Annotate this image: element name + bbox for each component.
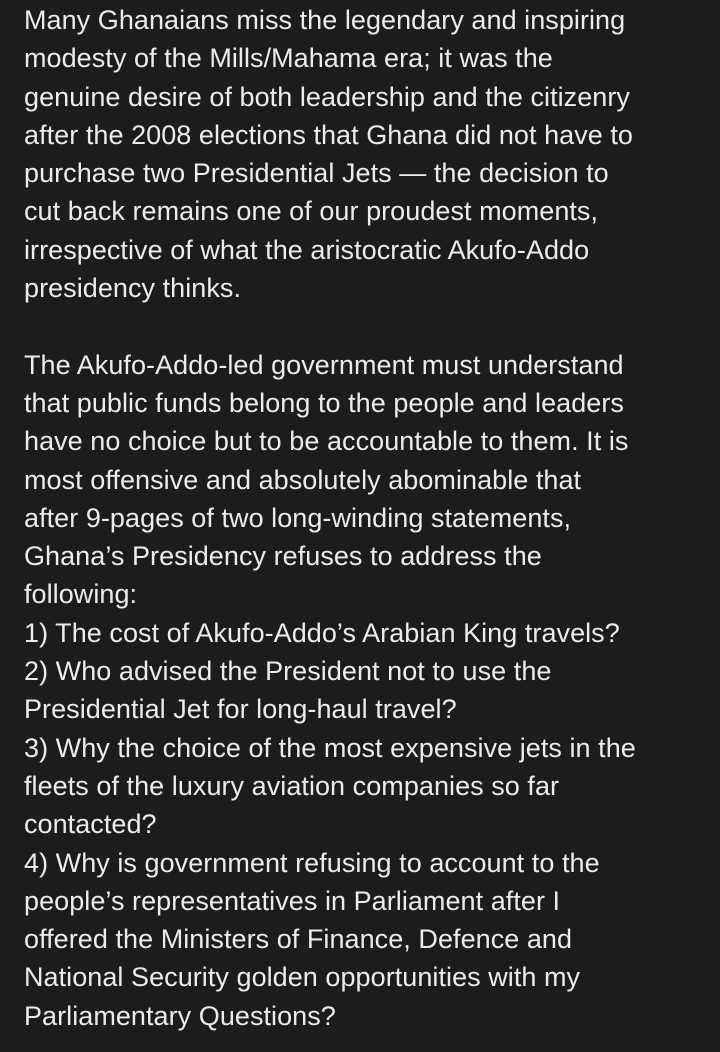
- text-line: most offensive and absolutely abominable that: [24, 464, 582, 495]
- question-item-3: [24, 729, 702, 844]
- question-item-1: [24, 614, 702, 652]
- text-line: Ghana’s Presidency refuses to address the: [24, 541, 542, 572]
- text-line: irrespective of what the aristocratic Akufo-Addo: [24, 234, 590, 265]
- text-line: fleets of the luxury aviation companies so far: [24, 770, 560, 801]
- text-line: modesty of the Mills/Mahama era; it was the: [24, 43, 553, 74]
- text-line: people’s representatives in Parliament after I: [24, 885, 561, 916]
- paragraph-intro: [24, 1, 702, 307]
- text-line: 3) Why the choice of the most expensive jets in the: [24, 732, 636, 763]
- question-list: [24, 614, 702, 1035]
- text-line: after 9-pages of two long-winding statements,: [24, 502, 572, 533]
- text-line: 4) Why is government refusing to account to the: [24, 847, 600, 878]
- text-line: Many Ghanaians miss the legendary and inspiring: [24, 5, 626, 35]
- text-line: genuine desire of both leadership and the citizenry: [24, 81, 630, 112]
- text-line: offered the Ministers of Finance, Defence and: [24, 924, 573, 955]
- text-line: contacted?: [24, 809, 157, 840]
- text-line: that public funds belong to the people and leaders: [24, 387, 624, 418]
- text-line: 1) The cost of Akufo-Addo’s Arabian King travels?: [24, 617, 620, 648]
- text-line: Parliamentary Questions?: [24, 1000, 336, 1031]
- text-line: National Security golden opportunities with my: [24, 962, 581, 993]
- text-line: cut back remains one of our proudest moments,: [24, 196, 599, 227]
- paragraph-government: [24, 346, 702, 614]
- text-line: purchase two Presidential Jets — the decision to: [24, 158, 609, 189]
- question-item-4: [24, 844, 702, 1035]
- text-line: presidency thinks.: [24, 273, 242, 304]
- text-line: have no choice but to be accountable to them. It is: [24, 426, 629, 457]
- text-line: The Akufo-Addo-led government must understand: [24, 349, 624, 380]
- question-item-2: [24, 652, 702, 729]
- text-line: following:: [24, 579, 138, 610]
- text-line: 2) Who advised the President not to use the: [24, 656, 552, 687]
- paragraph-spacer: [24, 307, 702, 345]
- text-line: Presidential Jet for long-haul travel?: [24, 694, 457, 725]
- text-line: after the 2008 elections that Ghana did not have to: [24, 119, 633, 150]
